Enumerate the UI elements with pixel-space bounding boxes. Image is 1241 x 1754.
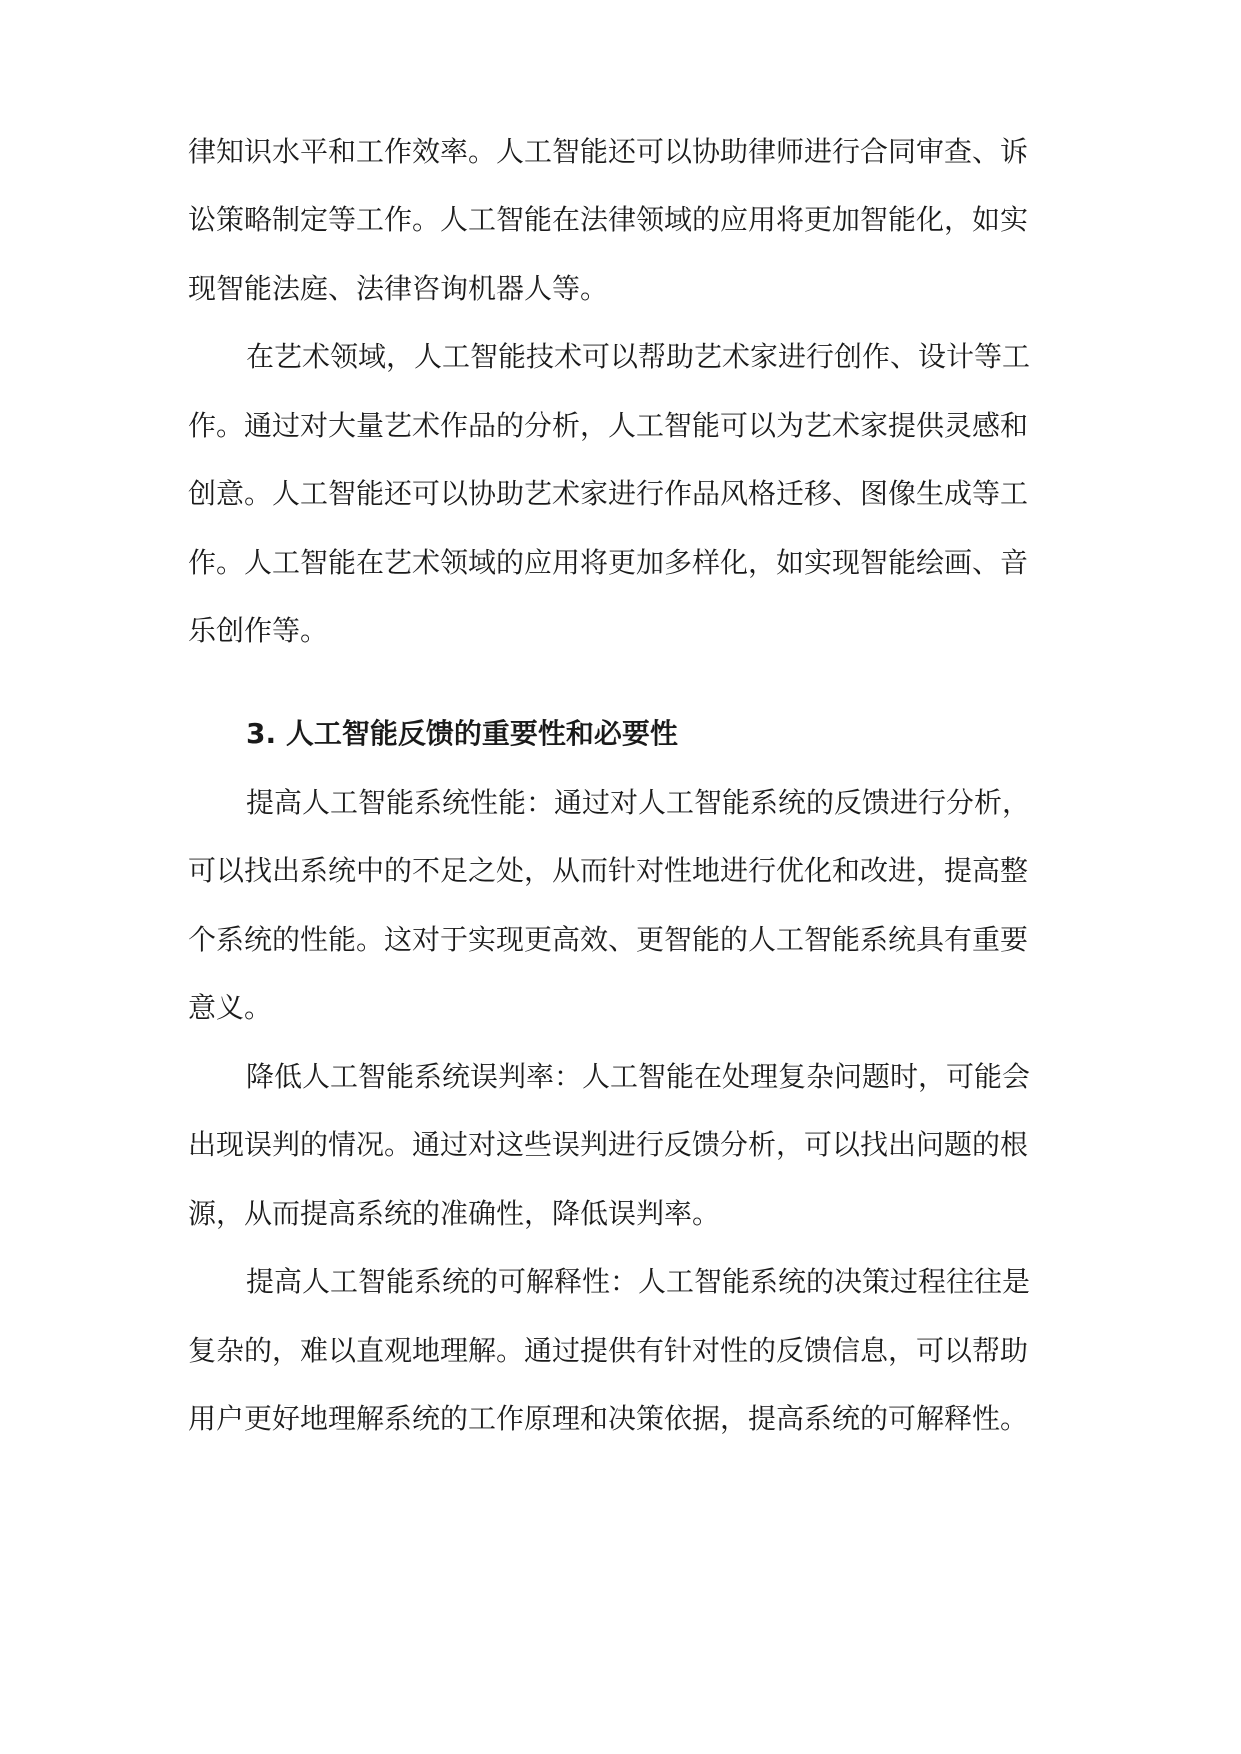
- paragraph-line: 讼策略制定等工作。人工智能在法律领域的应用将更加智能化，如实: [188, 203, 1029, 236]
- paragraph-line: 乐创作等。: [188, 614, 329, 647]
- paragraph-line: 创意。人工智能还可以协助艺术家进行作品风格迁移、图像生成等工: [188, 477, 1029, 510]
- paragraph-line: 在艺术领域，人工智能技术可以帮助艺术家进行创作、设计等工: [246, 340, 1031, 373]
- paragraph-line: 可以找出系统中的不足之处，从而针对性地进行优化和改进，提高整: [188, 854, 1029, 887]
- paragraph-line: 作。通过对大量艺术作品的分析，人工智能可以为艺术家提供灵感和: [188, 409, 1029, 442]
- paragraph-line: 提高人工智能系统的可解释性：人工智能系统的决策过程往往是: [246, 1265, 1031, 1298]
- paragraph-line: 现智能法庭、法律咨询机器人等。: [188, 272, 609, 305]
- paragraph-line: 出现误判的情况。通过对这些误判进行反馈分析，可以找出问题的根: [188, 1128, 1029, 1161]
- paragraph-line: 降低人工智能系统误判率：人工智能在处理复杂问题时，可能会: [246, 1060, 1031, 1093]
- paragraph-line: 源，从而提高系统的准确性，降低误判率。: [188, 1197, 721, 1230]
- paragraph-line: 复杂的，难以直观地理解。通过提供有针对性的反馈信息，可以帮助: [188, 1334, 1029, 1367]
- paragraph-line: 作。人工智能在艺术领域的应用将更加多样化，如实现智能绘画、音: [188, 546, 1029, 579]
- paragraph-line: 用户更好地理解系统的工作原理和决策依据，提高系统的可解释性。: [188, 1402, 1029, 1435]
- paragraph-line: 个系统的性能。这对于实现更高效、更智能的人工智能系统具有重要: [188, 923, 1029, 956]
- paragraph-line: 律知识水平和工作效率。人工智能还可以协助律师进行合同审查、诉: [188, 135, 1029, 168]
- section-heading: 3. 人工智能反馈的重要性和必要性: [246, 717, 678, 750]
- paragraph-line: 意义。: [188, 991, 273, 1024]
- paragraph-line: 提高人工智能系统性能：通过对人工智能系统的反馈进行分析，: [246, 786, 1031, 819]
